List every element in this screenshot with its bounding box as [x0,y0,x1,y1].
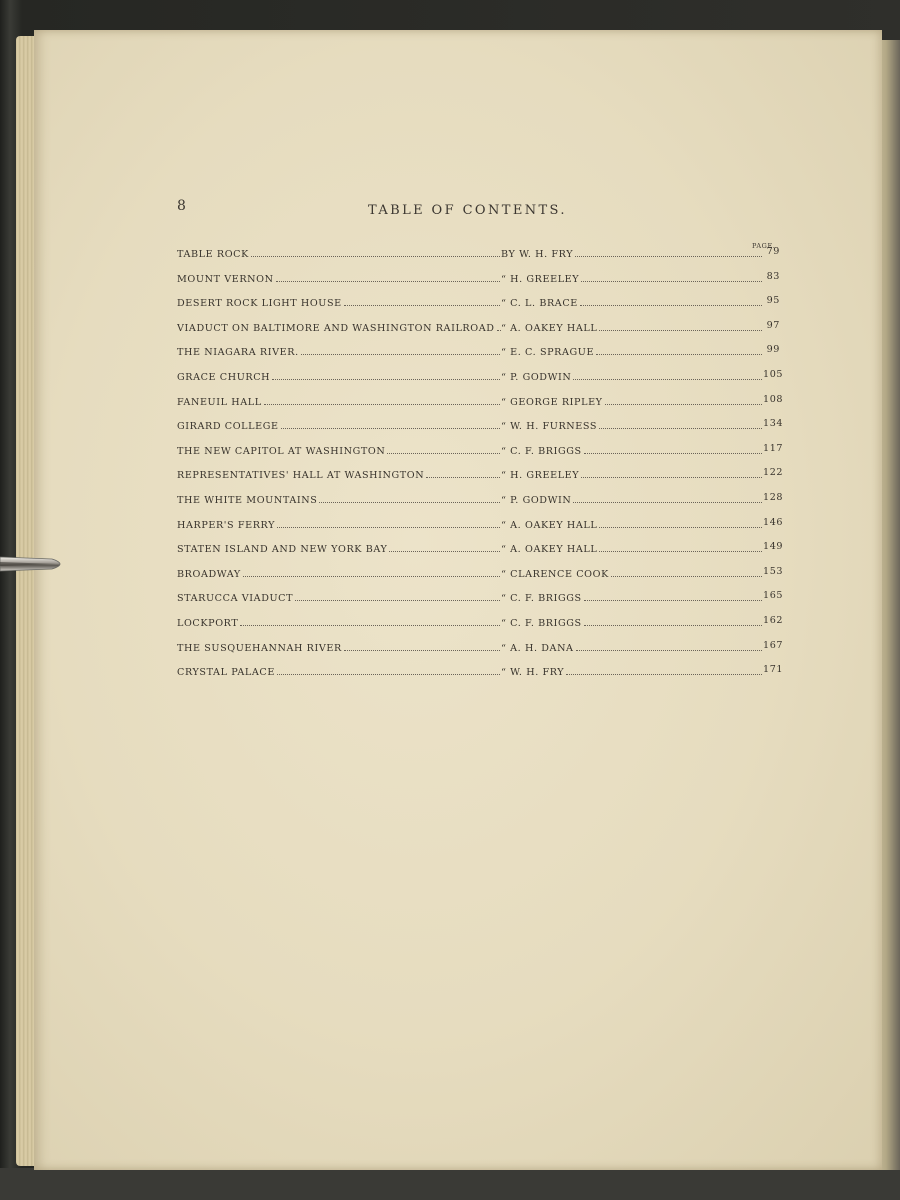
toc-entry-title: THE SUSQUEHANNAH RIVER [177,642,342,654]
toc-entry [177,368,784,394]
toc-entry-author-cell [501,566,763,580]
dot-leader [584,453,762,454]
toc-entry-title-cell [177,541,501,555]
toc-entry-author-cell [501,271,763,285]
dot-leader [599,428,762,429]
toc-entry-author: “ GEORGE RIPLEY [501,396,603,408]
toc-entry-author-cell [501,369,763,383]
dot-leader [576,650,762,651]
toc-entry [177,664,784,689]
toc-entry-author-cell [501,320,763,334]
page-column-label: PAGE. [752,242,776,250]
toc-entry-author: “ A. OAKEY HALL [501,544,598,556]
toc-entry-title: TABLE ROCK [177,249,249,260]
toc-entry-title-cell [177,664,501,678]
table-of-contents [177,246,784,689]
dot-leader [277,527,500,528]
toc-entry [177,516,784,542]
dot-leader [389,551,500,552]
dot-leader [243,576,500,577]
page-stack-left-edge [16,36,36,1166]
dot-leader [240,625,500,626]
toc-entry [177,320,780,345]
toc-entry-title-cell [177,590,501,604]
dot-leader [581,281,762,282]
dot-leader [599,330,762,331]
toc-entry-page: 97 [766,319,780,331]
toc-entry-title-cell [177,246,501,260]
toc-entry-page: 128 [763,491,784,503]
dot-leader [497,330,501,331]
toc-entry-author: “ W. H. FRY [501,667,565,679]
toc-entry-page: 108 [763,393,784,405]
toc-entry-title-cell [177,394,501,408]
toc-entry-page: 167 [763,639,784,651]
toc-entry-author-cell [501,541,763,555]
toc-entry-title-cell [177,492,501,506]
toc-entry-author: “ A. H. DANA [501,642,574,654]
toc-entry-title: MOUNT VERNON [177,273,274,285]
toc-entry [177,246,780,271]
toc-entry-title-cell [177,615,501,629]
toc-entry-author: “ A. OAKEY HALL [501,519,598,531]
toc-entry [177,295,780,320]
toc-entry-author-cell [501,664,763,678]
toc-entry-author-cell [501,615,763,629]
toc-entry [177,442,784,468]
dot-leader [344,305,500,306]
toc-entry-author: “ P. GODWIN [501,494,572,506]
toc-entry-title-cell [177,320,501,334]
toc-entry-author: “ C. F. BRIGGS [501,593,582,605]
toc-entry-title: VIADUCT ON BALTIMORE AND WASHINGTON RAILROAD [177,322,495,334]
toc-entry-page: 146 [763,516,784,528]
toc-entry-author: “ P. GODWIN [501,371,572,383]
toc-entry-title-cell [177,467,501,481]
toc-entry [177,590,784,615]
dot-leader [426,477,500,478]
dot-leader [573,379,762,380]
dot-leader [581,477,762,478]
toc-entry-author-cell [501,246,763,260]
dot-leader [611,576,762,577]
dot-leader [281,428,500,429]
toc-entry-author-cell [501,640,763,654]
toc-entry-title: GRACE CHURCH [177,371,271,383]
dot-leader [599,527,762,528]
dot-leader [272,379,500,380]
toc-entry-title-cell [177,271,501,285]
toc-entry-author: “ W. H. FURNESS [501,421,598,433]
toc-entry-author-cell [501,394,763,408]
toc-entry [177,541,784,566]
toc-entry-author-cell [501,467,763,481]
toc-entry [177,271,780,296]
toc-entry-title: CRYSTAL PALACE [177,667,275,679]
dot-leader [605,404,762,405]
toc-entry-page: 153 [763,565,784,577]
toc-entry-author-cell [501,344,763,358]
toc-entry-title: HARPER'S FERRY [177,519,276,531]
toc-entry [177,344,780,369]
toc-entry [177,614,784,640]
toc-entry-title: THE WHITE MOUNTAINS [177,494,318,506]
toc-entry [177,393,784,419]
toc-entry-author-cell [501,443,763,457]
toc-entry-title-cell [177,517,501,531]
dot-leader [344,650,500,651]
toc-entry-title: STATEN ISLAND AND NEW YORK BAY [177,544,388,556]
toc-entry-author: “ CLARENCE COOK [501,568,609,580]
dot-leader [599,551,762,552]
toc-entry [177,565,784,591]
dot-leader [387,453,500,454]
toc-entry-author-cell [501,418,763,432]
dot-leader [276,281,500,282]
toc-entry-author: “ H. GREELEY [501,470,580,482]
bookmark-clip-icon [0,553,70,575]
dot-leader [295,600,500,601]
toc-entry-title-cell [177,344,501,358]
toc-entry-page: 117 [763,442,784,454]
toc-entry-page: 134 [763,418,784,430]
toc-entry [177,639,784,665]
toc-entry-page: 122 [763,467,784,479]
toc-entry-title: THE NEW CAPITOL AT WASHINGTON [177,445,386,457]
dot-leader [573,502,762,503]
toc-entry-title-cell [177,443,501,457]
toc-entry-page: 149 [763,541,784,553]
dot-leader [319,502,500,503]
toc-entry-author-cell [501,517,763,531]
toc-entry-page: 171 [763,664,784,676]
toc-entry-author: BY W. H. FRY [501,249,574,260]
toc-entry-page: 83 [766,270,780,282]
dot-leader [584,600,762,601]
toc-entry-author: “ C. L. BRACE [501,298,578,310]
dot-leader [301,354,500,355]
toc-entry [177,491,784,517]
toc-entry-author: “ C. F. BRIGGS [501,445,582,457]
toc-entry-title: BROADWAY [177,568,241,580]
toc-entry [177,467,784,492]
toc-entry-page: 165 [763,590,784,602]
page-number: 8 [177,198,186,214]
dot-leader [580,305,762,306]
dot-leader [264,404,500,405]
dot-leader [596,354,762,355]
toc-entry-author-cell [501,590,763,604]
book-bottom-edge [0,1168,900,1200]
dot-leader [277,674,500,675]
toc-entry-page: 79 [766,246,780,257]
page-title: TABLE OF CONTENTS. [368,203,567,218]
dot-leader [575,256,762,257]
toc-entry-page: 99 [766,344,780,356]
toc-entry-title: STARUCCA VIADUCT [177,593,294,605]
toc-entry-title: GIRARD COLLEGE [177,421,279,433]
toc-entry-author-cell [501,492,763,506]
toc-entry-page: 105 [763,368,784,380]
toc-entry-title: DESERT ROCK LIGHT HOUSE [177,298,342,310]
toc-entry-author: “ E. C. SPRAGUE [501,347,595,359]
toc-entry-title: LOCKPORT [177,617,239,629]
toc-entry-author: “ C. F. BRIGGS [501,617,582,629]
dot-leader [584,625,762,626]
toc-entry-author: “ A. OAKEY HALL [501,322,598,334]
toc-entry-title: REPRESENTATIVES' HALL AT WASHINGTON [177,470,425,482]
toc-entry-title-cell [177,369,501,383]
toc-entry [177,418,784,443]
toc-entry-title: FANEUIL HALL [177,396,262,408]
toc-entry-page: 95 [766,295,780,307]
toc-entry-title-cell [177,566,501,580]
dot-leader [566,674,762,675]
toc-entry-author-cell [501,295,763,309]
toc-entry-title-cell [177,295,501,309]
toc-entry-author: “ H. GREELEY [501,273,580,285]
toc-entry-page: 162 [763,614,784,626]
toc-entry-title-cell [177,418,501,432]
toc-entry-title: THE NIAGARA RIVER. [177,347,299,359]
toc-entry-title-cell [177,640,501,654]
dot-leader [251,256,500,257]
